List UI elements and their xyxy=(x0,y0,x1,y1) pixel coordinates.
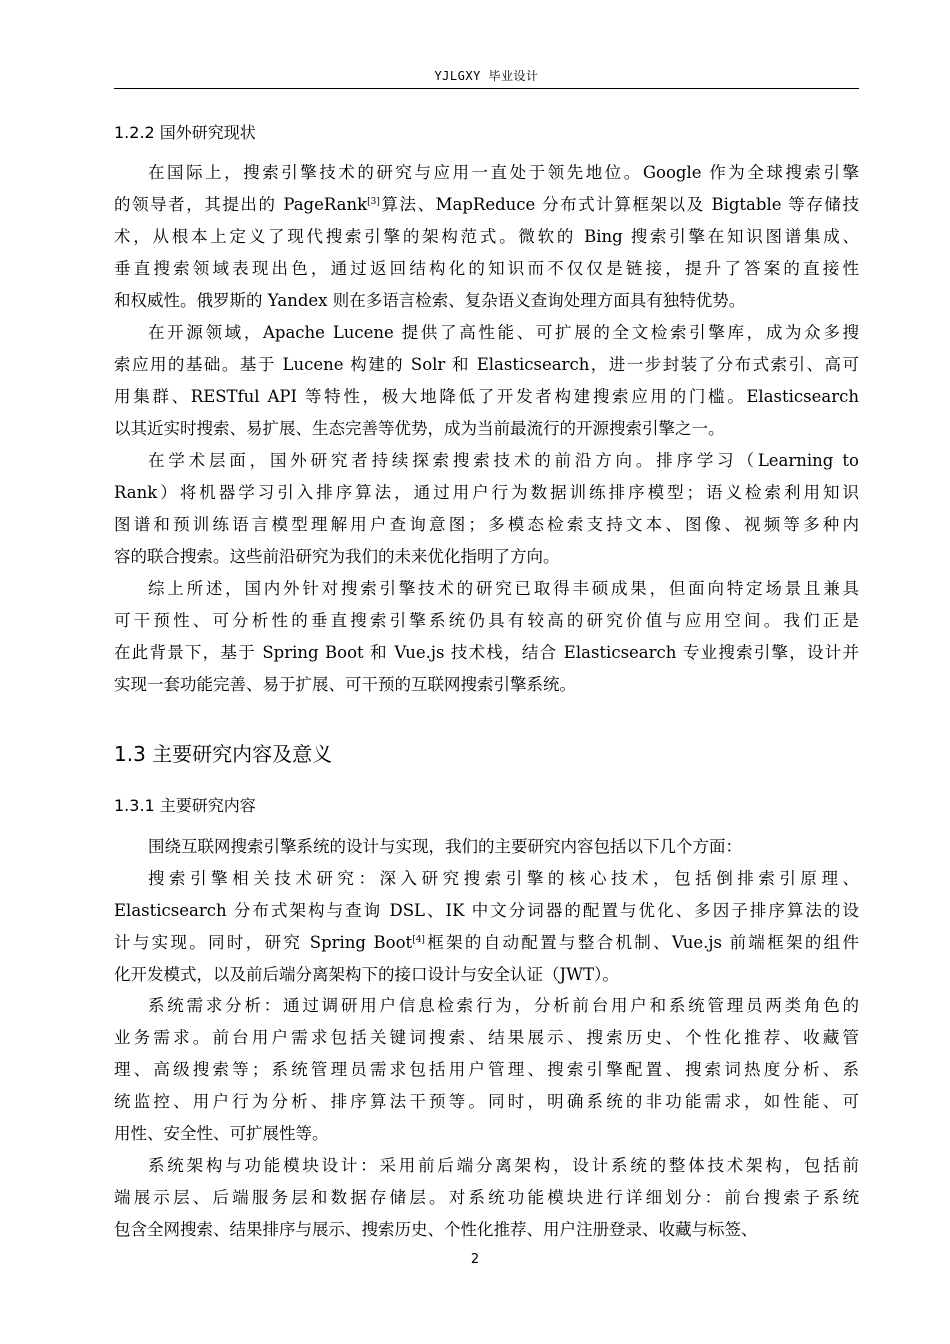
page-header: YJLGXY 毕业设计 xyxy=(434,69,539,83)
text-segment: 框架的自动配置与整合机制、Vue.js 前端框架的组件 xyxy=(424,933,859,952)
paragraph-line: 综上所述，国内外针对搜索引擎技术的研究已取得丰硕成果，但面向特定场景且兼具 xyxy=(148,579,859,598)
paragraph-line xyxy=(114,189,859,221)
paragraph-line: 容的联合搜索。这些前沿研究为我们的未来优化指明了方向。 xyxy=(114,547,560,566)
paragraph-international-overview xyxy=(114,157,859,317)
paragraph-line: 围绕互联网搜索引擎系统的设计与实现，我们的主要研究内容包括以下几个方面： xyxy=(148,837,742,856)
paragraph-line: 在此背景下，基于 Spring Boot 和 Vue.js 技术栈，结合 Elasticsearch 专业搜索引擎，设计并 xyxy=(114,643,859,662)
paragraph-line: 图谱和预训练语言模型理解用户查询意图；多模态检索支持文本、图像、视频等多种内 xyxy=(114,515,859,534)
paragraph-line: Rank）将机器学习引入排序算法，通过用户行为数据训练排序模型；语义检索利用知识 xyxy=(114,483,859,502)
text-segment: 计与实现。同时，研究 Spring Boot xyxy=(114,933,413,952)
paragraph-line: 端展示层、后端服务层和数据存储层。对系统功能模块进行详细划分：前台搜索子系统 xyxy=(114,1188,859,1207)
paragraph-line: 在开源领域，Apache Lucene 提供了高性能、可扩展的全文检索引擎库，成为众多搜 xyxy=(148,323,859,342)
page-number: 2 xyxy=(470,1252,480,1267)
paragraph-line: 可干预性、可分析性的垂直搜索引擎系统仍具有较高的研究价值与应用空间。我们正是 xyxy=(114,611,859,630)
paragraph-line: 系统需求分析：通过调研用户信息检索行为，分析前台用户和系统管理员两类角色的 xyxy=(148,996,859,1015)
paragraph-line: 垂直搜索领域表现出色，通过返回结构化的知识而不仅仅是链接，提升了答案的直接性 xyxy=(114,259,859,278)
paragraph-line: 业务需求。前台用户需求包括关键词搜索、结果展示、搜索历史、个性化推荐、收藏管 xyxy=(114,1028,859,1047)
paragraph-tech-research xyxy=(114,863,859,991)
citation-4: [4] xyxy=(412,935,425,945)
paragraph-line xyxy=(114,927,859,959)
paragraph-academic xyxy=(114,445,859,573)
paragraph-line: 搜索引擎相关技术研究：深入研究搜索引擎的核心技术，包括倒排索引原理、 xyxy=(148,869,859,888)
paragraph-line: 系统架构与功能模块设计：采用前后端分离架构，设计系统的整体技术架构，包括前 xyxy=(148,1156,859,1175)
paragraph-line: 用集群、RESTful API 等特性，极大地降低了开发者构建搜索应用的门槛。Elasticsearch xyxy=(114,387,859,406)
heading-1-2-2: 1.2.2 国外研究现状 xyxy=(114,123,256,142)
paragraph-line: Elasticsearch 分布式架构与查询 DSL、IK 中文分词器的配置与优化、多因子排序算法的设 xyxy=(114,901,859,920)
paragraph-line: 实现一套功能完善、易于扩展、可干预的互联网搜索引擎系统。 xyxy=(114,675,576,694)
paragraph-line: 以其近实时搜索、易扩展、生态完善等优势，成为当前最流行的开源搜索引擎之一。 xyxy=(114,419,725,438)
paragraph-line: 和权威性。俄罗斯的 Yandex 则在多语言检索、复杂语义查询处理方面具有独特优势。 xyxy=(114,291,746,310)
text-segment: 算法、MapReduce 分布式计算框架以及 Bigtable 等存储技 xyxy=(379,195,859,214)
citation-3: [3] xyxy=(367,197,380,207)
header-rule xyxy=(114,88,859,89)
paragraph-line: 在国际上，搜索引擎技术的研究与应用一直处于领先地位。Google 作为全球搜索引擎 xyxy=(148,163,859,182)
heading-1-3-1: 1.3.1 主要研究内容 xyxy=(114,796,256,815)
paragraph-requirements xyxy=(114,990,859,1150)
paragraph-line: 化开发模式，以及前后端分离架构下的接口设计与安全认证（JWT）。 xyxy=(114,965,619,984)
text-segment: 的领导者，其提出的 PageRank xyxy=(114,195,368,214)
paragraph-line: 包含全网搜索、结果排序与展示、搜索历史、个性化推荐、用户注册登录、收藏与标签、 xyxy=(114,1220,758,1239)
paragraph-line: 用性、安全性、可扩展性等。 xyxy=(114,1124,329,1143)
paragraph-line: 索应用的基础。基于 Lucene 构建的 Solr 和 Elasticsearch，进一步封装了分布式索引、高可 xyxy=(114,355,859,374)
paragraph-line: 理、高级搜索等；系统管理员需求包括用户管理、搜索引擎配置、搜索词热度分析、系 xyxy=(114,1060,859,1079)
paragraph-architecture xyxy=(114,1150,859,1246)
paragraph-open-source xyxy=(114,317,859,445)
paragraph-line: 术，从根本上定义了现代搜索引擎的架构范式。微软的 Bing 搜索引擎在知识图谱集成、 xyxy=(114,227,859,246)
heading-1-3: 1.3 主要研究内容及意义 xyxy=(114,742,333,766)
paragraph-line: 统监控、用户行为分析、排序算法干预等。同时，明确系统的非功能需求，如性能、可 xyxy=(114,1092,859,1111)
paragraph-intro xyxy=(114,831,859,863)
paragraph-line: 在学术层面，国外研究者持续探索搜索技术的前沿方向。排序学习（Learning to xyxy=(148,451,859,470)
paragraph-summary xyxy=(114,573,859,701)
